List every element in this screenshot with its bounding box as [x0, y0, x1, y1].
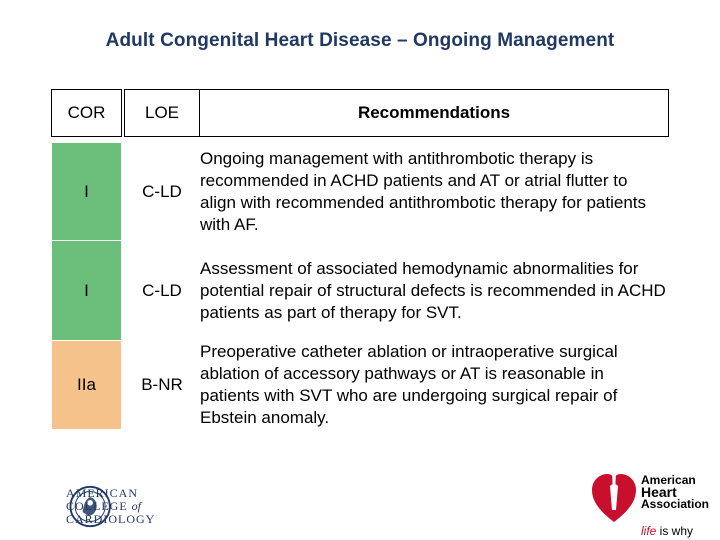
slide-title: Adult Congenital Heart Disease – Ongoing Management [105, 30, 615, 51]
loe-cell: C-LD [125, 143, 200, 241]
acc-logo-text: AMERICAN COLLEGE of CARDIOLOGY [66, 486, 156, 526]
recommendation-text: Ongoing management with antithrombotic therapy is recommended in ACHD patients and AT or atrial flutter to align with recommended antithrombotic therapy for patients with AF. [200, 143, 669, 241]
recommendation-text: Preoperative catheter ablation or intraoperative surgical ablation of accessory pathways or AT is reasonable in patients with SVT who are undergoing surgical repair of Ebstein anomaly. [200, 341, 669, 430]
table-row [52, 241, 669, 341]
loe-cell: B-NR [125, 341, 200, 430]
aha-logo-text: American Heart Association [641, 473, 710, 511]
table-header-row [52, 90, 669, 137]
cor-cell: IIa [52, 341, 122, 430]
table-row [52, 143, 669, 241]
cor-cell: I [52, 241, 122, 341]
aha-tagline: life is why [641, 524, 694, 538]
aha-heart-torch-icon [590, 466, 638, 528]
header-loe: LOE [125, 90, 200, 137]
cor-cell: I [52, 143, 122, 241]
table-row [52, 341, 669, 430]
loe-cell: C-LD [125, 241, 200, 341]
header-cor: COR [52, 90, 122, 137]
header-recommendations: Recommendations [200, 90, 669, 137]
recommendations-table [51, 89, 669, 430]
recommendation-text: Assessment of associated hemodynamic abnormalities for potential repair of structural defects is recommended in ACHD patients as part of therapy for SVT. [200, 241, 669, 341]
